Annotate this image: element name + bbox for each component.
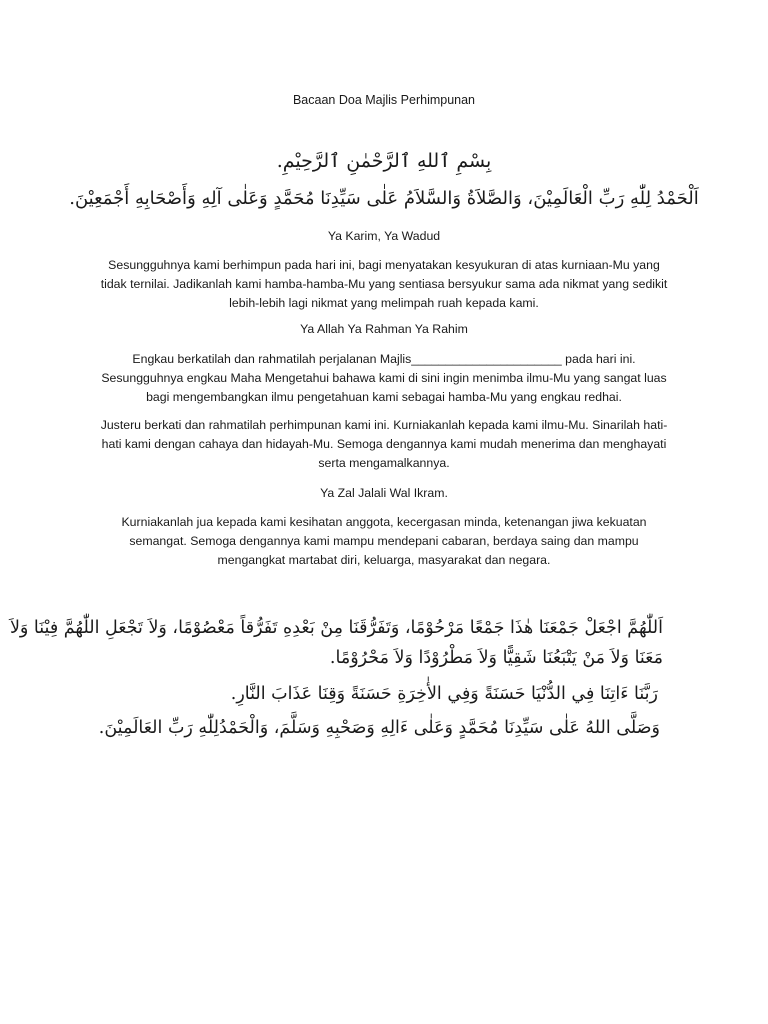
opening-arabic-line: اَلْحَمْدُ لِلّٰهِ رَبِّ الْعَالَمِيْنَ، وَالصَّلاَةُ وَالسَّلاَمُ عَلٰى سَيِّدِنَا مُحَمَّدٍ وَعَلٰى آلِهِ وَأَصْحَابِهِ أَجْمَعِيْنَ.: [69, 188, 699, 209]
heading-ya-karim: Ya Karim, Ya Wadud: [327, 229, 441, 243]
paragraph-line: mengangkat martabat diri, keluarga, masyarakat dan negara.: [217, 553, 551, 567]
paragraph-line: Engkau berkatilah dan rahmatilah perjalanan Majlis______________________ pada hari ini.: [132, 352, 636, 366]
paragraph-line: Sesungguhnya engkau Maha Mengetahui bahawa kami di sini ingin menimba ilmu-Mu yang sangat luas: [101, 371, 667, 385]
paragraph-3: [80, 416, 688, 473]
closing-arabic-line-1: اَللّٰهُمَّ اجْعَلْ جَمْعَنَا هٰذَا جَمْعًا مَرْحُوْمًا، وَتَفَرُّقَنَا مِنْ بَعْدِهِ تَفَرُّقاً مَعْصُوْمًا، وَلاَ تَجْعَلِ اللّٰهُمَّ فِيْنَا وَلاَ: [9, 618, 663, 638]
paragraph-line: semangat. Semoga dengannya kami mampu mendepani cabaran, berdaya saing dan mampu: [129, 534, 639, 548]
paragraph-line: bagi mengembangkan ilmu pengetahuan kami sebagai hamba-Mu yang engkau redhai.: [146, 390, 622, 404]
paragraph-line: Sesungguhnya kami berhimpun pada hari ini, bagi menyatakan kesyukuran di atas kurniaan-Mu yang: [108, 258, 660, 272]
page-title: Bacaan Doa Majlis Perhimpunan: [292, 93, 476, 107]
paragraph-2: [80, 350, 688, 407]
paragraph-line: Kurniakanlah jua kepada kami kesihatan anggota, kecergasan minda, ketenangan jiwa kekuatan: [121, 515, 647, 529]
paragraph-line: serta mengamalkannya.: [318, 456, 450, 470]
closing-arabic-line-3: رَبَّنَا ءَاتِنَا فِي الدُّنْيَا حَسَنَةً وَفِي الأٰخِرَةِ حَسَنَةً وَقِنَا عَذَابَ النَّارِ.: [230, 684, 658, 704]
paragraph-4: [80, 513, 688, 570]
closing-arabic-line-2: مَعَنَا وَلاَ مَنْ يَتْبَعُنَا شَقِيًّا وَلاَ مَطْرُوْدًا وَلاَ مَحْرُوْمًا.: [329, 648, 663, 668]
paragraph-line: tidak ternilai. Jadikanlah kami hamba-hamba-Mu yang sentiasa bersyukur sama ada nikmat yang sedikit: [100, 277, 668, 291]
paragraph-1: [80, 256, 688, 313]
paragraph-line: hati kami dengan cahaya dan hidayah-Mu. Semoga dengannya kami mudah menerima dan menghayati: [101, 437, 667, 451]
closing-arabic-line-4: وَصَلَّى اللهُ عَلٰى سَيِّدِنَا مُحَمَّدٍ وَعَلٰى ءَالِهِ وَصَحْبِهِ وَسَلَّمَ، وَالْحَمْدُلِلّٰهِ رَبِّ العَالَمِيْنَ.: [98, 718, 660, 738]
heading-ya-zal-jalali: Ya Zal Jalali Wal Ikram.: [320, 486, 448, 500]
heading-ya-allah: Ya Allah Ya Rahman Ya Rahim: [300, 322, 468, 336]
paragraph-line: lebih-lebih lagi nikmat yang melimpah ruah kepada kami.: [229, 296, 539, 310]
paragraph-line: Justeru berkati dan rahmatilah perhimpunan kami ini. Kurniakanlah kepada kami ilmu-Mu. Sinarilah hati-: [100, 418, 668, 432]
basmalah-line: بِسْمِ ٱللهِ ٱلرَّحْمٰنِ ٱلرَّحِيْمِ.: [276, 150, 492, 172]
